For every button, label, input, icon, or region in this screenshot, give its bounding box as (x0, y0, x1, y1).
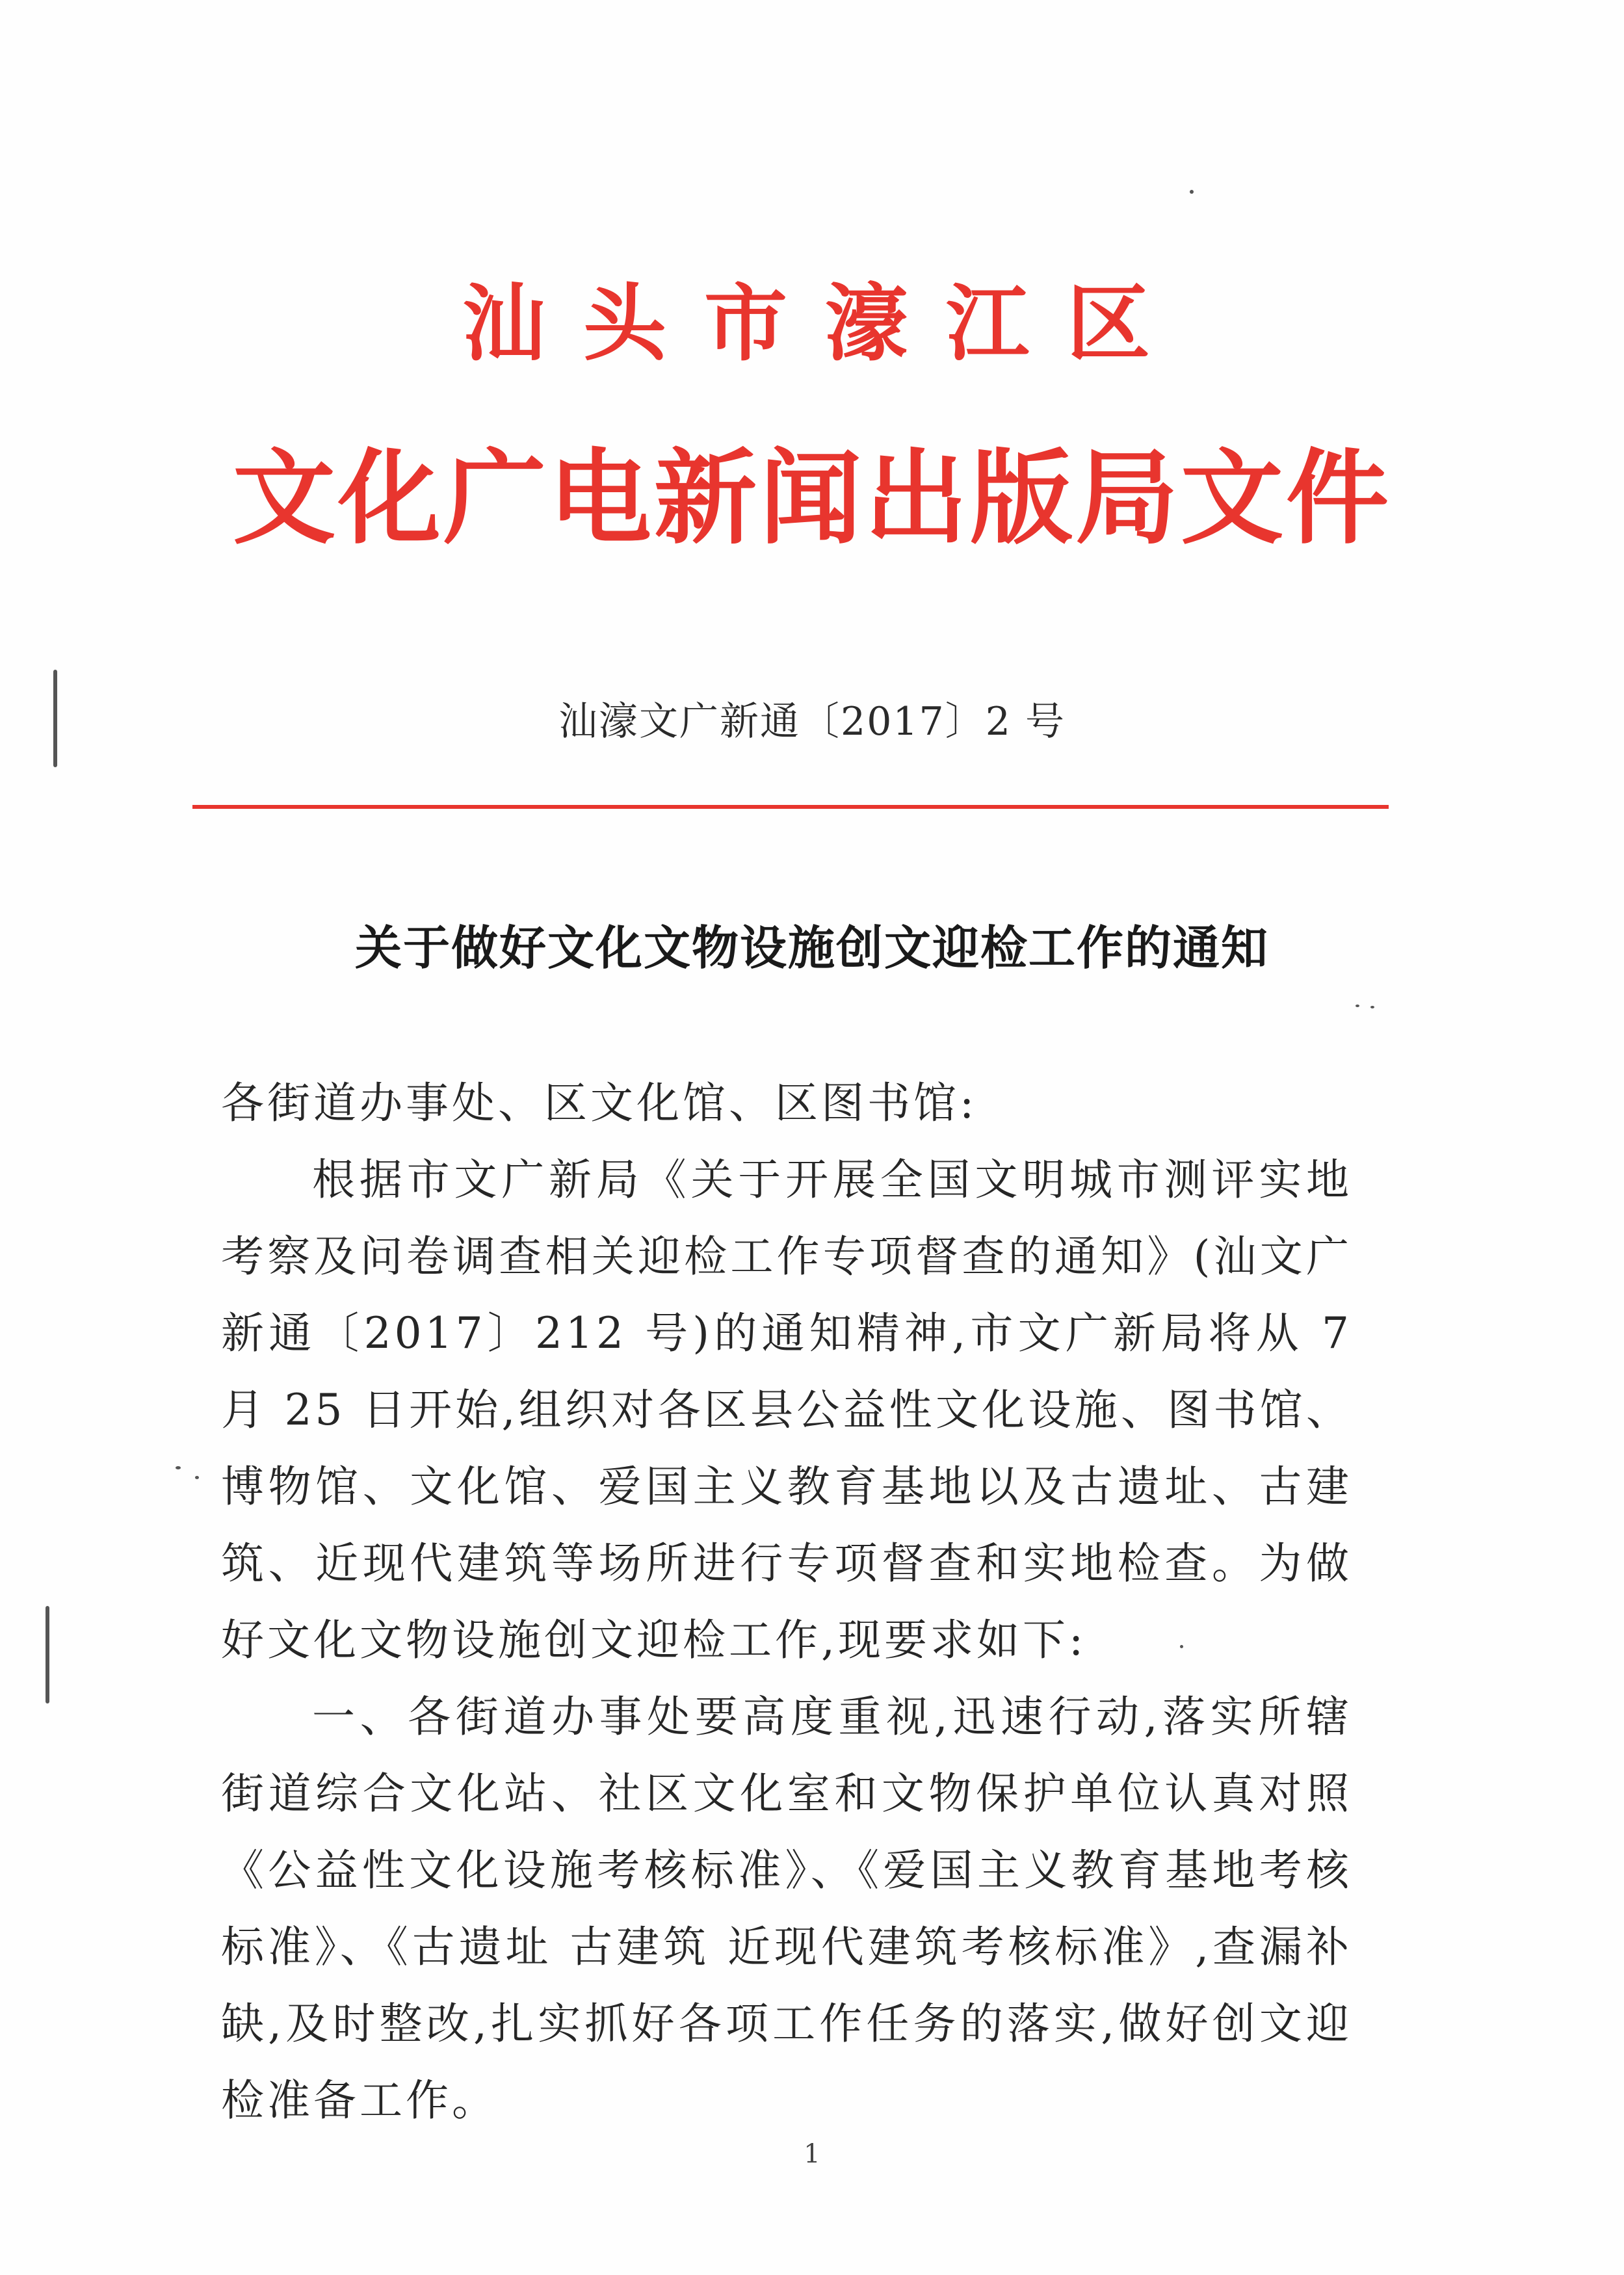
page-number: 1 (804, 2139, 820, 2169)
issuer-name-line1: 汕头市濠江区 (462, 275, 1188, 373)
scan-speck (1180, 1645, 1183, 1648)
scan-speck (1370, 1006, 1374, 1008)
document-title: 关于做好文化文物设施创文迎检工作的通知 (354, 920, 1269, 975)
scan-speck (195, 1476, 199, 1479)
staple-mark-bottom (46, 1606, 49, 1703)
scan-speck (1190, 190, 1194, 194)
scan-speck (176, 1466, 181, 1469)
scan-speck (1356, 1005, 1359, 1007)
paragraph-intro: 根据市文广新局《关于开展全国文明城市测评实地考察及问卷调查相关迎检工作专项督查的通知》(汕文广新通〔2017〕212 号)的通知精神,市文广新局将从 7 月 25 日开始,组织对各区县公益性文化设施、图书馆、博物馆、文化馆、爱国主义教育基地以及古遗址、古建筑、近现代建筑等场所进行专项督查和实地检查。为做好文化文物设施创文迎检工作,现要求如下: (221, 1155, 1352, 1665)
document-body (221, 1065, 1352, 2139)
document-number: 汕濠文广新通〔2017〕2 号 (558, 699, 1066, 744)
paragraph-item-1: 一、各街道办事处要高度重视,迅速行动,落实所辖街道综合文化站、社区文化室和文物保护单位认真对照《公益性文化设施考核标准》、《爱国主义教育基地考核标准》、《古遗址 古建筑 近现代建筑考核标准》,查漏补缺,及时整改,扎实抓好各项工作任务的落实,做好创文迎检准备工作。 (221, 1692, 1352, 2125)
salutation: 各街道办事处、区文化馆、区图书馆: (221, 1078, 978, 1128)
issuer-name-line2: 文化广电新闻出版局文件 (233, 438, 1391, 559)
red-divider-line (192, 805, 1389, 809)
staple-mark-top (53, 670, 57, 767)
